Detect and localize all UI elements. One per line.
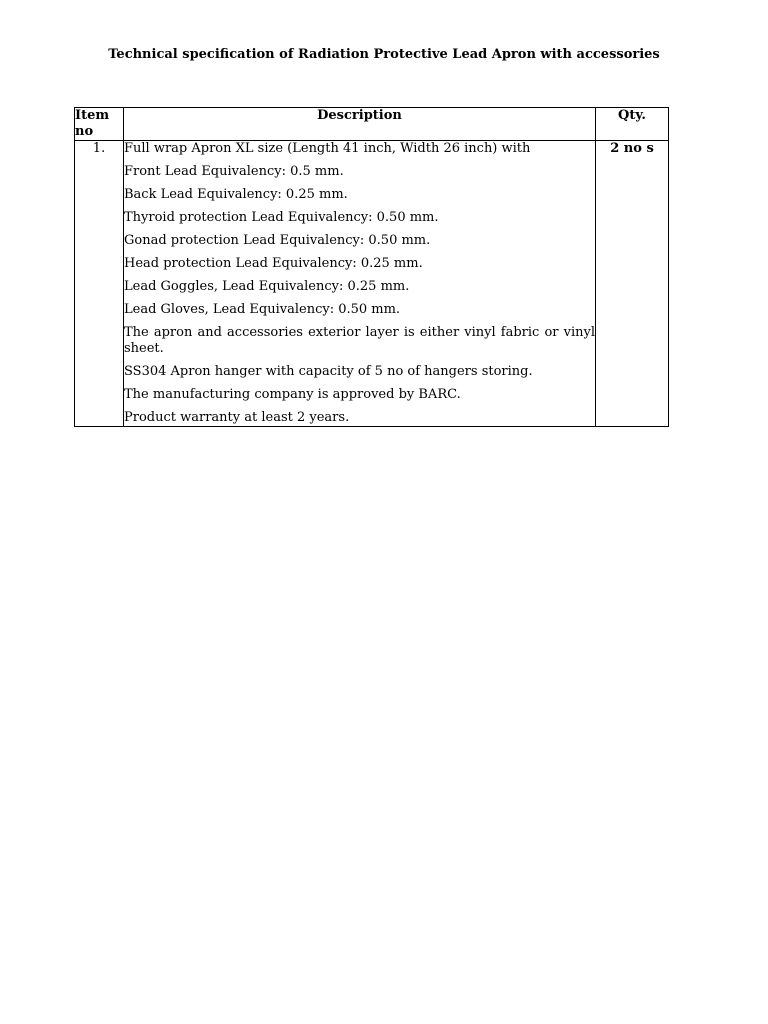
description-line: Lead Goggles, Lead Equivalency: 0.25 mm. [124,279,410,294]
header-qty: Qty. [596,108,669,141]
item-number-cell: 1. [75,141,124,427]
description-line: Gonad protection Lead Equivalency: 0.50 mm. [124,233,431,248]
description-line: Back Lead Equivalency: 0.25 mm. [124,187,348,202]
header-description: Description [124,108,596,141]
description-line: Lead Gloves, Lead Equivalency: 0.50 mm. [124,302,401,317]
description-line: Thyroid protection Lead Equivalency: 0.50 mm. [124,210,439,225]
table-row [75,141,669,427]
description-line: Head protection Lead Equivalency: 0.25 mm. [124,256,423,271]
description-line: Front Lead Equivalency: 0.5 mm. [124,164,344,179]
table-header-row [75,108,669,141]
description-line: The apron and accessories exterior layer is either vinyl fabric or vinyl sheet. [124,325,595,356]
description-line: SS304 Apron hanger with capacity of 5 no of hangers storing. [124,364,533,379]
description-line: Product warranty at least 2 years. [124,410,350,425]
header-item-no: Item no [75,108,124,141]
description-line: The manufacturing company is approved by BARC. [124,387,461,402]
specification-table [74,107,669,427]
description-line: Full wrap Apron XL size (Length 41 inch, Width 26 inch) with [124,141,531,156]
document-title: Technical specification of Radiation Protective Lead Apron with accessories [108,47,660,62]
description-cell [124,141,596,427]
quantity-cell: 2 no s [596,141,669,427]
